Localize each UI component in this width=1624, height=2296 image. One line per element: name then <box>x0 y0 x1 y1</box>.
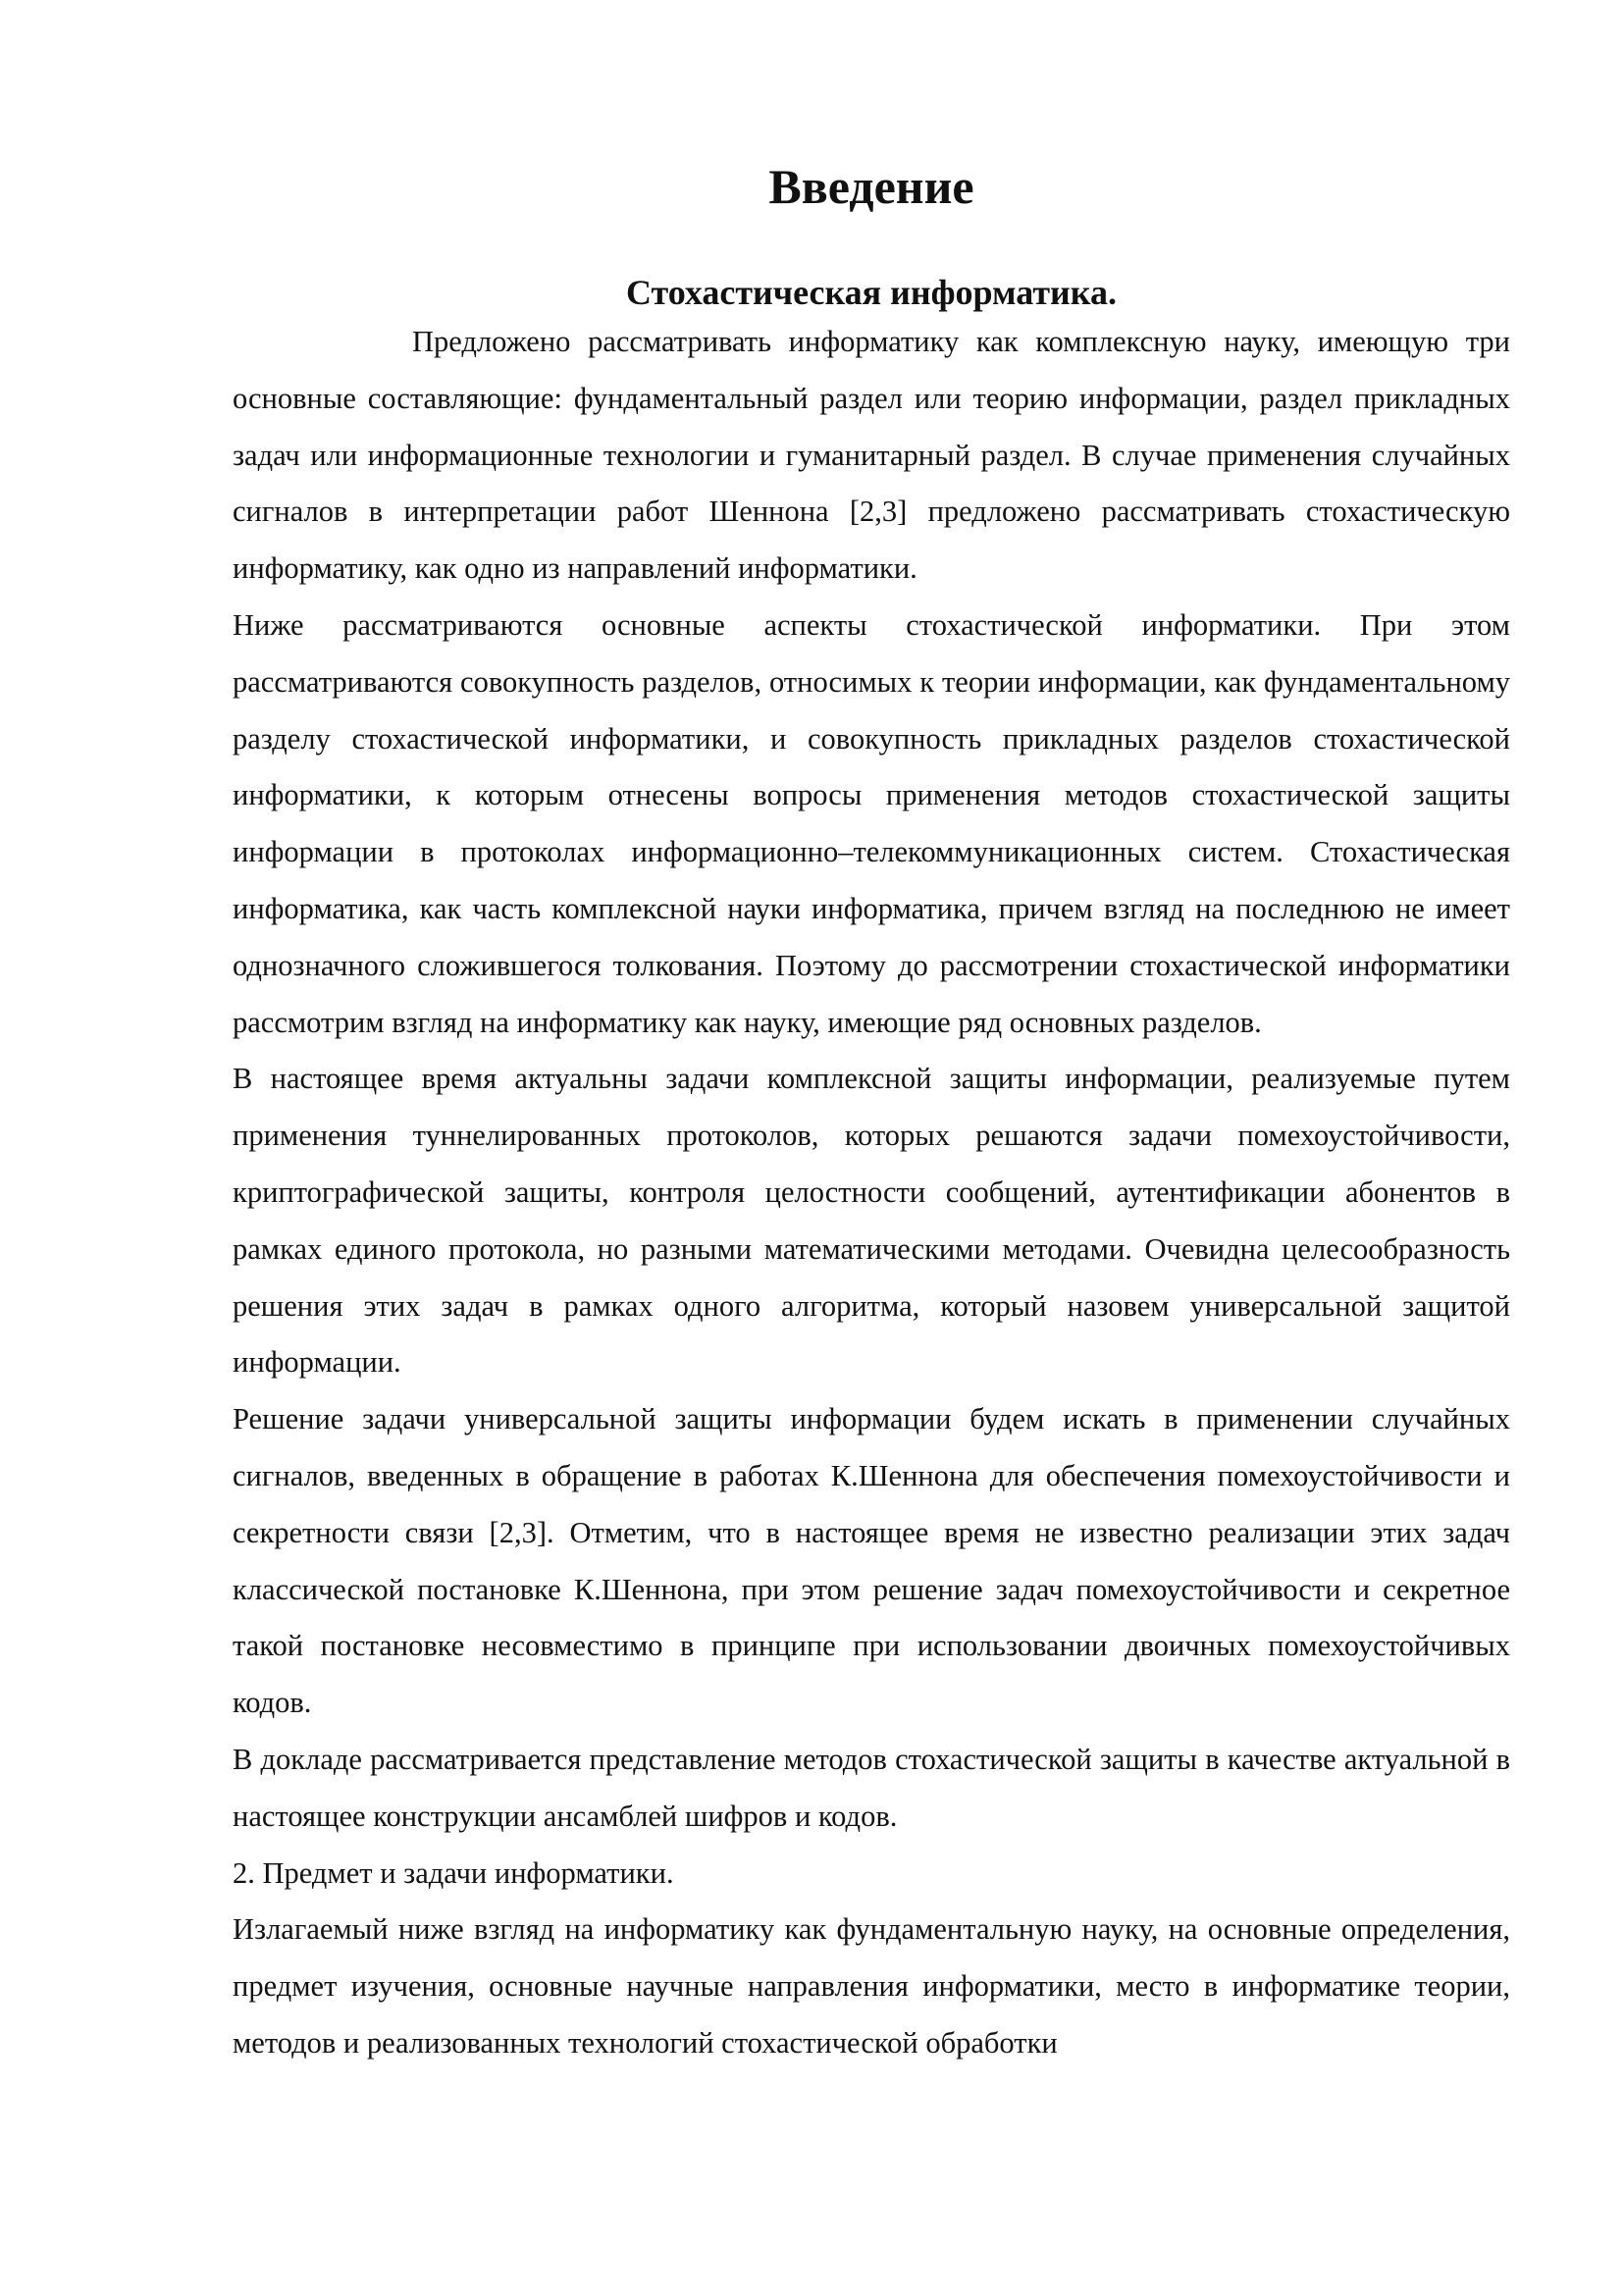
section-heading-subject: 2. Предмет и задачи информатики. <box>233 1855 674 1890</box>
paragraph-report: В докладе рассматривается представление методов стохастической защиты в качестве актуальной в настоящее конструкции ансамблей шифров и кодов. <box>233 1742 1510 1833</box>
paragraph-intro: Предложено рассматривать информатику как комплексную науку, имеющую три основные составляющие: фундаментальный раздел или теорию информации, раздел прикладных задач или информационные технологии и гуманитарный раздел. В случае применения случайных сигналов в интерпретации работ Шеннона [2,3] предложено рассматривать стохастическую информатику, как одно из направлений информатики. <box>233 325 1510 586</box>
paragraph-universal-protection: Решение задачи универсальной защиты информации будем искать в применении случайных сигналов, введенных в обращение в работах К.Шеннона для обеспечения помехоустойчивости и секретности связи [2,3]. Отметим, что в настоящее время не известно реализации этих задач классической постановке К.Шеннона, при этом решение задач помехоустойчивости и секретное такой постановке несовместимо в принципе при использовании двоичных помехоустойчивых кодов. <box>233 1402 1510 1720</box>
section-subtitle: Стохастическая информатика. <box>626 273 1117 312</box>
paragraph-aspects: Ниже рассматриваются основные аспекты стохастической информатики. При этом рассматриваются совокупность разделов, относимых к теории информации, как фундаментальному разделу стохастической информатики, и совокупность прикладных разделов стохастической информатики, к которым отнесены вопросы применения методов стохастической защиты информации в протоколах информационно–телекоммуникационных систем. Стохастическая информатика, как часть комплексной науки информатика, причем взгляд на последнюю не имеет однозначного сложившегося толкования. Поэтому до рассмотрении стохастической информатики рассмотрим взгляд на информатику как науку, имеющие ряд основных разделов. <box>233 607 1510 1039</box>
paragraph-view: Излагаемый ниже взгляд на информатику как фундаментальную науку, на основные определения, предмет изучения, основные научные направления информатики, место в информатике теории, методов и реализованных технологий стохастической обработки <box>233 1912 1510 2060</box>
paragraph-complex-protection: В настоящее время актуальны задачи комплексной защиты информации, реализуемые путем применения туннелированных протоколов, которых решаются задачи помехоустойчивости, криптографической защиты, контроля целостности сообщений, аутентификации абонентов в рамках единого протокола, но разными математическими методами. Очевидна целесообразность решения этих задач в рамках одного алгоритма, который назовем универсальной защитой информации. <box>233 1062 1510 1380</box>
page-title: Введение <box>768 159 974 214</box>
body-text <box>233 314 1510 2072</box>
